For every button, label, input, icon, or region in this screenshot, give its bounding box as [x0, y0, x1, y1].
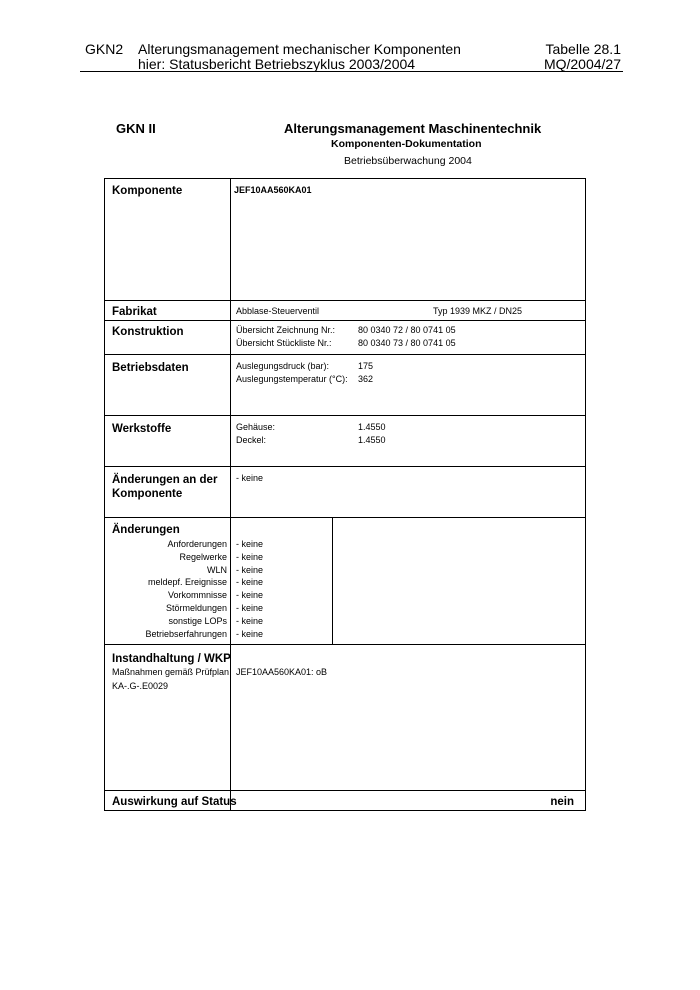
- aenderungen-divider: [332, 517, 333, 644]
- value-aenderungen-komponente: - keine: [236, 473, 264, 483]
- table-column-divider: [230, 178, 231, 811]
- value-fabrikat-type: Typ 1939 MKZ / DN25: [433, 306, 523, 316]
- row-divider: [104, 415, 586, 416]
- label-aenderungen-komponente-2: Komponente: [112, 488, 183, 500]
- doc-subtitle: Komponenten-Dokumentation: [331, 138, 482, 150]
- row-divider: [104, 517, 586, 518]
- betriebsdaten-value-2: 362: [358, 374, 374, 384]
- aenderungen-value: - keine: [236, 577, 264, 588]
- row-divider: [104, 790, 586, 791]
- aenderungen-value: - keine: [236, 590, 264, 601]
- row-divider: [104, 320, 586, 321]
- werkstoffe-value-1: 1.4550: [358, 422, 386, 432]
- werkstoffe-key-1: Gehäuse:: [236, 422, 276, 432]
- header-title-line2: hier: Statusbericht Betriebszyklus 2003/2004: [138, 56, 416, 72]
- header-doc-ref: MQ/2004/27: [543, 56, 621, 72]
- aenderungen-keys: [104, 538, 227, 640]
- aenderungen-key: WLN: [207, 564, 227, 575]
- aenderungen-key: Regelwerke: [179, 551, 227, 562]
- doc-title: Alterungsmanagement Maschinentechnik: [284, 121, 542, 136]
- aenderungen-key: Vorkommnisse: [167, 590, 227, 601]
- aenderungen-value: - keine: [236, 551, 264, 562]
- werkstoffe-value-2: 1.4550: [358, 435, 386, 445]
- header-title-line1: Alterungsmanagement mechanischer Komponenten: [138, 41, 461, 57]
- header-plant: GKN2: [85, 41, 124, 57]
- doc-subtitle2: Betriebsüberwachung 2004: [344, 155, 472, 167]
- value-fabrikat: Abblase-Steuerventil: [236, 306, 320, 316]
- label-aenderungen: Änderungen: [112, 524, 180, 536]
- label-fabrikat: Fabrikat: [112, 306, 157, 318]
- aenderungen-value: - keine: [236, 628, 264, 639]
- aenderungen-value: - keine: [236, 602, 264, 613]
- aenderungen-value: - keine: [236, 564, 264, 575]
- label-konstruktion: Konstruktion: [112, 326, 184, 338]
- konstruktion-value-1: 80 0340 72 / 80 0741 05: [358, 325, 456, 335]
- row-divider: [104, 300, 586, 301]
- aenderungen-key: Anforderungen: [167, 539, 227, 549]
- label-betriebsdaten: Betriebsdaten: [112, 362, 189, 374]
- betriebsdaten-key-1: Auslegungsdruck (bar):: [236, 361, 330, 371]
- aenderungen-key: Störmeldungen: [165, 602, 227, 613]
- betriebsdaten-key-2: Auslegungstemperatur (°C):: [236, 374, 348, 384]
- row-divider: [104, 466, 586, 467]
- aenderungen-key: sonstige LOPs: [168, 615, 227, 626]
- value-auswirkung: nein: [550, 796, 574, 808]
- site-label: GKN II: [116, 121, 156, 136]
- betriebsdaten-value-1: 175: [358, 361, 374, 371]
- konstruktion-key-1: Übersicht Zeichnung Nr.:: [236, 325, 336, 335]
- aenderungen-value: - keine: [236, 615, 264, 626]
- header-rule: [80, 71, 623, 72]
- instandhaltung-note-2: KA-.G-.E0029: [112, 681, 169, 691]
- aenderungen-key: Betriebserfahrungen: [145, 628, 227, 639]
- value-instandhaltung: JEF10AA560KA01: oB: [236, 667, 328, 677]
- aenderungen-key: meldepf. Ereignisse: [147, 577, 227, 588]
- werkstoffe-key-2: Deckel:: [236, 435, 267, 445]
- label-werkstoffe: Werkstoffe: [112, 423, 172, 435]
- header-table-ref: Tabelle 28.1: [545, 41, 621, 57]
- label-aenderungen-komponente-1: Änderungen an der: [112, 474, 218, 486]
- instandhaltung-note-1: Maßnahmen gemäß Prüfplan: [112, 667, 230, 677]
- value-komponente: JEF10AA560KA01: [234, 185, 312, 195]
- row-divider: [104, 354, 586, 355]
- label-komponente: Komponente: [112, 185, 183, 197]
- aenderungen-value: - keine: [236, 539, 264, 549]
- konstruktion-value-2: 80 0340 73 / 80 0741 05: [358, 338, 456, 348]
- aenderungen-values: [236, 538, 263, 640]
- row-divider: [104, 644, 586, 645]
- label-auswirkung: Auswirkung auf Status: [112, 796, 237, 808]
- label-instandhaltung: Instandhaltung / WKP: [112, 653, 231, 665]
- konstruktion-key-2: Übersicht Stückliste Nr.:: [236, 338, 332, 348]
